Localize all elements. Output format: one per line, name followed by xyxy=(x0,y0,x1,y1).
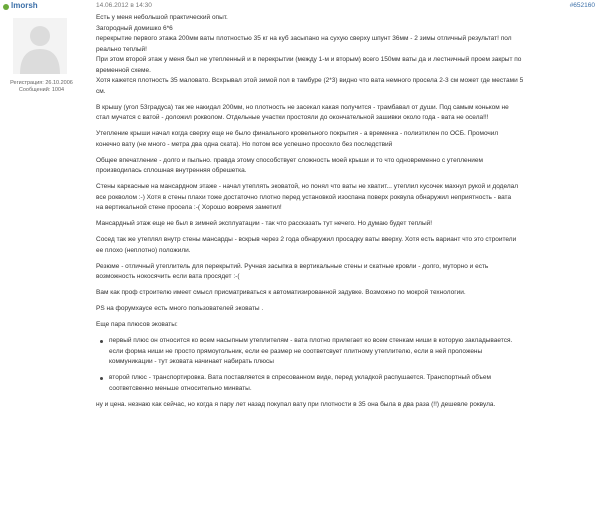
post-text-line: Загородный домишко 6*6 xyxy=(96,24,173,32)
post-text-line: PS на форумхаусе есть много пользователей эковаты . xyxy=(96,305,264,312)
closing-paragraph: ну и цена. незнаю как сейчас, но когда я пару лет назад покупал вату при плотности в 35 она была в два раза (!!) дешевле роквула. xyxy=(96,400,496,408)
post-text-line: Сосед так же утеплял внутр стены мансарды - вскрыв через 2 года обнаружил просадку ваты вверху. Хотя есть вариант что это строители xyxy=(96,236,517,243)
post-paragraph xyxy=(96,304,596,315)
post-text-line: конечно вату (не много - метра два одна ската). Но потом все успешно просохло без последствий xyxy=(96,140,393,148)
post-text-line: При этом второй этаж у меня был не утепленный и в перекрытии (между 1-м и вторым) всего 150мм ваты да и лестничный проем закрыт по xyxy=(96,56,522,63)
post-paragraph xyxy=(96,288,596,299)
post-header xyxy=(0,0,600,14)
post-paragraph xyxy=(96,156,596,177)
post-body xyxy=(96,13,596,416)
online-status-icon xyxy=(3,4,9,10)
post-date: 14.06.2012 в 14:30 xyxy=(96,2,152,9)
post-text-line: Утепление крыши начал когда сверху еще не было финального кровельного покрытия - а временка - полиэтилен по ОСБ. Промочил xyxy=(96,130,499,137)
post-paragraph xyxy=(96,182,596,214)
list-item-line: первый плюс он относится ко всем насыпным утеплителям - вата плотно прилегает ко всем стенкам ниши в которую закладывается. xyxy=(109,337,513,344)
list-item xyxy=(109,373,596,394)
post-text-line: временной схеме. xyxy=(96,66,151,74)
post-text-line: производилась сплошная внутренняя обрешетка. xyxy=(96,167,247,174)
post-paragraph xyxy=(96,235,596,256)
post-text-line: Вам как проф строителю имеет смысл присматриваться к автоматизированной задувке. Возможно по мокрой технологии. xyxy=(96,289,466,296)
post-text-line: Мансардный этаж еще не был в зимней эксплуатации - так что рассказать тут нечего. Но думаю будет теплый! xyxy=(96,220,433,227)
benefits-list xyxy=(96,336,596,394)
post-paragraph xyxy=(96,219,596,230)
post-text-line: перекрытие первого этажа 200мм ваты плотностью 35 кг на куб засыпано на сухую сверху шпунт 36мм - 2 зимы отличный результат! пол xyxy=(96,35,512,42)
post-text-line: на вертикальной стене просела :-( Хорошо вовремя заметил! xyxy=(96,204,282,211)
list-item xyxy=(109,336,596,368)
post-paragraph xyxy=(96,129,596,150)
post-text-line: ее плохо (неплотно) положили. xyxy=(96,246,191,254)
list-item-line: коммуникации - тут эковата начинает набирать плюсы xyxy=(109,358,274,365)
registration-date: Регистрация: 26.10.2006 xyxy=(10,80,73,86)
list-item-line: второй плюс - транспортировка. Вата поставляется в спресованном виде, перед укладкой распушается. Транспортный объем xyxy=(109,374,491,381)
post-text-line: стал мучатся с ватой - доложил рокволом. Отдельные участки простояли до окончательной зашивки около года - вата не осела!!! xyxy=(96,114,489,121)
message-count: Сообщений: 1004 xyxy=(18,87,65,93)
post-text-line: возможность нокосячить если вата просядет :-( xyxy=(96,273,240,280)
user-meta xyxy=(0,80,83,94)
post-text-line: Хотя кажется плотность 35 маловато. Всхрывал этой зимой пол в тамбуре (2*3) видно что вата немного просела 2-3 см может где местами 5 xyxy=(96,77,524,84)
username-link[interactable]: lmorsh xyxy=(11,1,38,10)
post-text-line: см. xyxy=(96,87,106,95)
post-text-line: Стены каркасные на мансардном этаже - начал утеплять эковатой, но понял что ваты не хватит... утеплил кусочек махнул рукой и доделал xyxy=(96,183,519,190)
post-text-line: В крышу (угол 53градуса) так же накидал 200мм, но плотность не засекал какая получится - трамбавал от души. Под самым коньком не xyxy=(96,103,509,111)
post-text-line: Есть у меня небольшой практический опыт. xyxy=(96,14,228,21)
post-text-line: Резюме - отличный утеплитель для перекрытий. Ручная засыпка в вертикальные стены и скатные кровли - долго, муторно и есть xyxy=(96,262,489,270)
user-info-column xyxy=(0,14,83,511)
post-paragraph xyxy=(96,320,596,331)
post-paragraph xyxy=(96,13,596,97)
list-item-line: соответсвенно меньше относительно минваты. xyxy=(109,384,252,392)
post-text-line: Еще пара плюсов эковаты: xyxy=(96,321,178,328)
post-paragraph xyxy=(96,103,596,124)
post-paragraph xyxy=(96,262,596,283)
post-text-line: Общее впечатление - долго и пыльно. правда этому способствует сложность моей крыши и то что одновременно с утеплением xyxy=(96,156,483,164)
post-text-line: все рокволом :-) Хотя в стены плахи тоже достаточно плотно перед установкой изоспана поверх роквула обнаружил неприятность - вата xyxy=(96,193,512,201)
post-text-line: реально теплый! xyxy=(96,45,147,53)
list-item-line: если форма ниши не просто прямоугольник, если ее размер не соответсвует плитному утеплителю, если в ней проложены xyxy=(109,347,483,355)
post-number-link[interactable]: #652160 xyxy=(569,2,595,9)
user-silhouette-icon[interactable] xyxy=(13,18,67,74)
